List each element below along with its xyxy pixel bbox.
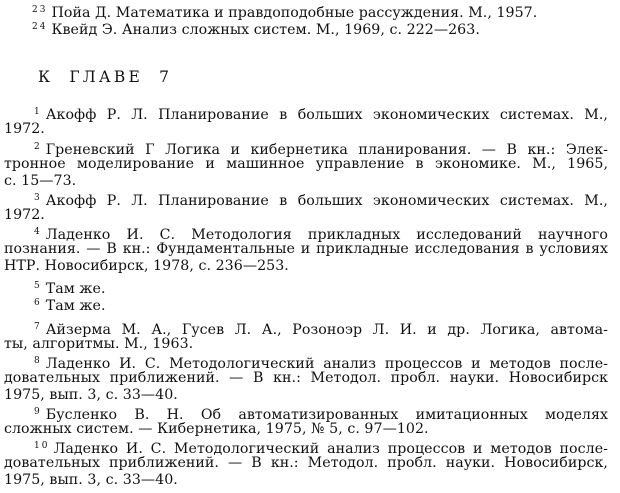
reference-text: Квейд Э. Анализ сложных систем. М., 1969, с. 222—263. [51, 22, 480, 38]
reference-text: Акофф Р. Л. Планирование в больших экономических системах. М., [45, 193, 608, 209]
reference-continuation: довательных приближений. — В кн.: Методол. пробл. науки. Новосибирск [4, 370, 608, 386]
footnote-number: 10 [34, 441, 50, 451]
reference-continuation: ты, алгоритмы. М., 1963. [4, 336, 194, 352]
reference-item [32, 19, 620, 39]
reference-continuation: познания. — В кн.: Фундаментальные и прикладные исследования в условиях [4, 241, 608, 257]
footnote-number: 4 [34, 227, 42, 237]
reference-continuation: довательных приближений. — В кн.: Методол. пробл. науки. Новосибирск, [4, 455, 608, 471]
footnote-number: 3 [34, 193, 42, 203]
reference-continuation: 1975, вып. 3, с. 33—40. [4, 387, 178, 403]
footnote-number: 5 [34, 281, 42, 291]
reference-continuation: тронное моделирование и машинное управление в экономике. М., 1965, [4, 156, 608, 172]
reference-continuation: сложных систем. — Кибернетика, 1975, № 5, с. 97—102. [4, 421, 429, 437]
footnote-number: 6 [34, 298, 42, 308]
reference-text: Там же. [45, 298, 106, 314]
reference-continuation: с. 15—73. [4, 173, 77, 189]
footnote-number: 2 [34, 142, 42, 152]
reference-text: Ладенко И. С. Методологический анализ процессов и методов после- [53, 441, 608, 457]
reference-text: Ладенко И. С. Методология прикладных исследований научного [45, 227, 608, 243]
reference-continuation: 1972. [4, 121, 45, 137]
reference-text: Там же. [45, 281, 106, 297]
footnote-number: 24 [32, 22, 48, 32]
reference-continuation: 1972. [4, 207, 45, 223]
reference-text: Акофф Р. Л. Планирование в больших экономических системах. М., [45, 107, 608, 123]
reference-text: Пойа Д. Математика и правдоподобные рассуждения. М., 1957. [51, 5, 538, 21]
footnote-number: 1 [34, 107, 42, 117]
reference-text: Бусленко В. Н. Об автоматизированных имитационных моделях [45, 407, 608, 423]
reference-continuation: НТР. Новосибирск, 1978, с. 236—253. [4, 258, 289, 274]
footnote-number: 7 [34, 322, 42, 332]
reference-text: Греневский Г Логика и кибернетика планирования. — В кн.: Элек- [45, 142, 608, 158]
reference-text: Ладенко И. С. Методологический анализ процессов и методов после- [45, 356, 608, 372]
reference-continuation: 1975, вып. 3, с. 33—40. [4, 472, 178, 488]
reference-text: Айзерма М. А., Гусев Л. А., Розоноэр Л. И. и др. Логика, автома- [45, 322, 608, 338]
reference-item [34, 295, 620, 315]
chapter-heading: К ГЛАВЕ 7 [38, 68, 173, 86]
footnote-number: 9 [34, 407, 42, 417]
footnote-number: 8 [34, 356, 42, 366]
footnote-number: 23 [32, 5, 48, 15]
